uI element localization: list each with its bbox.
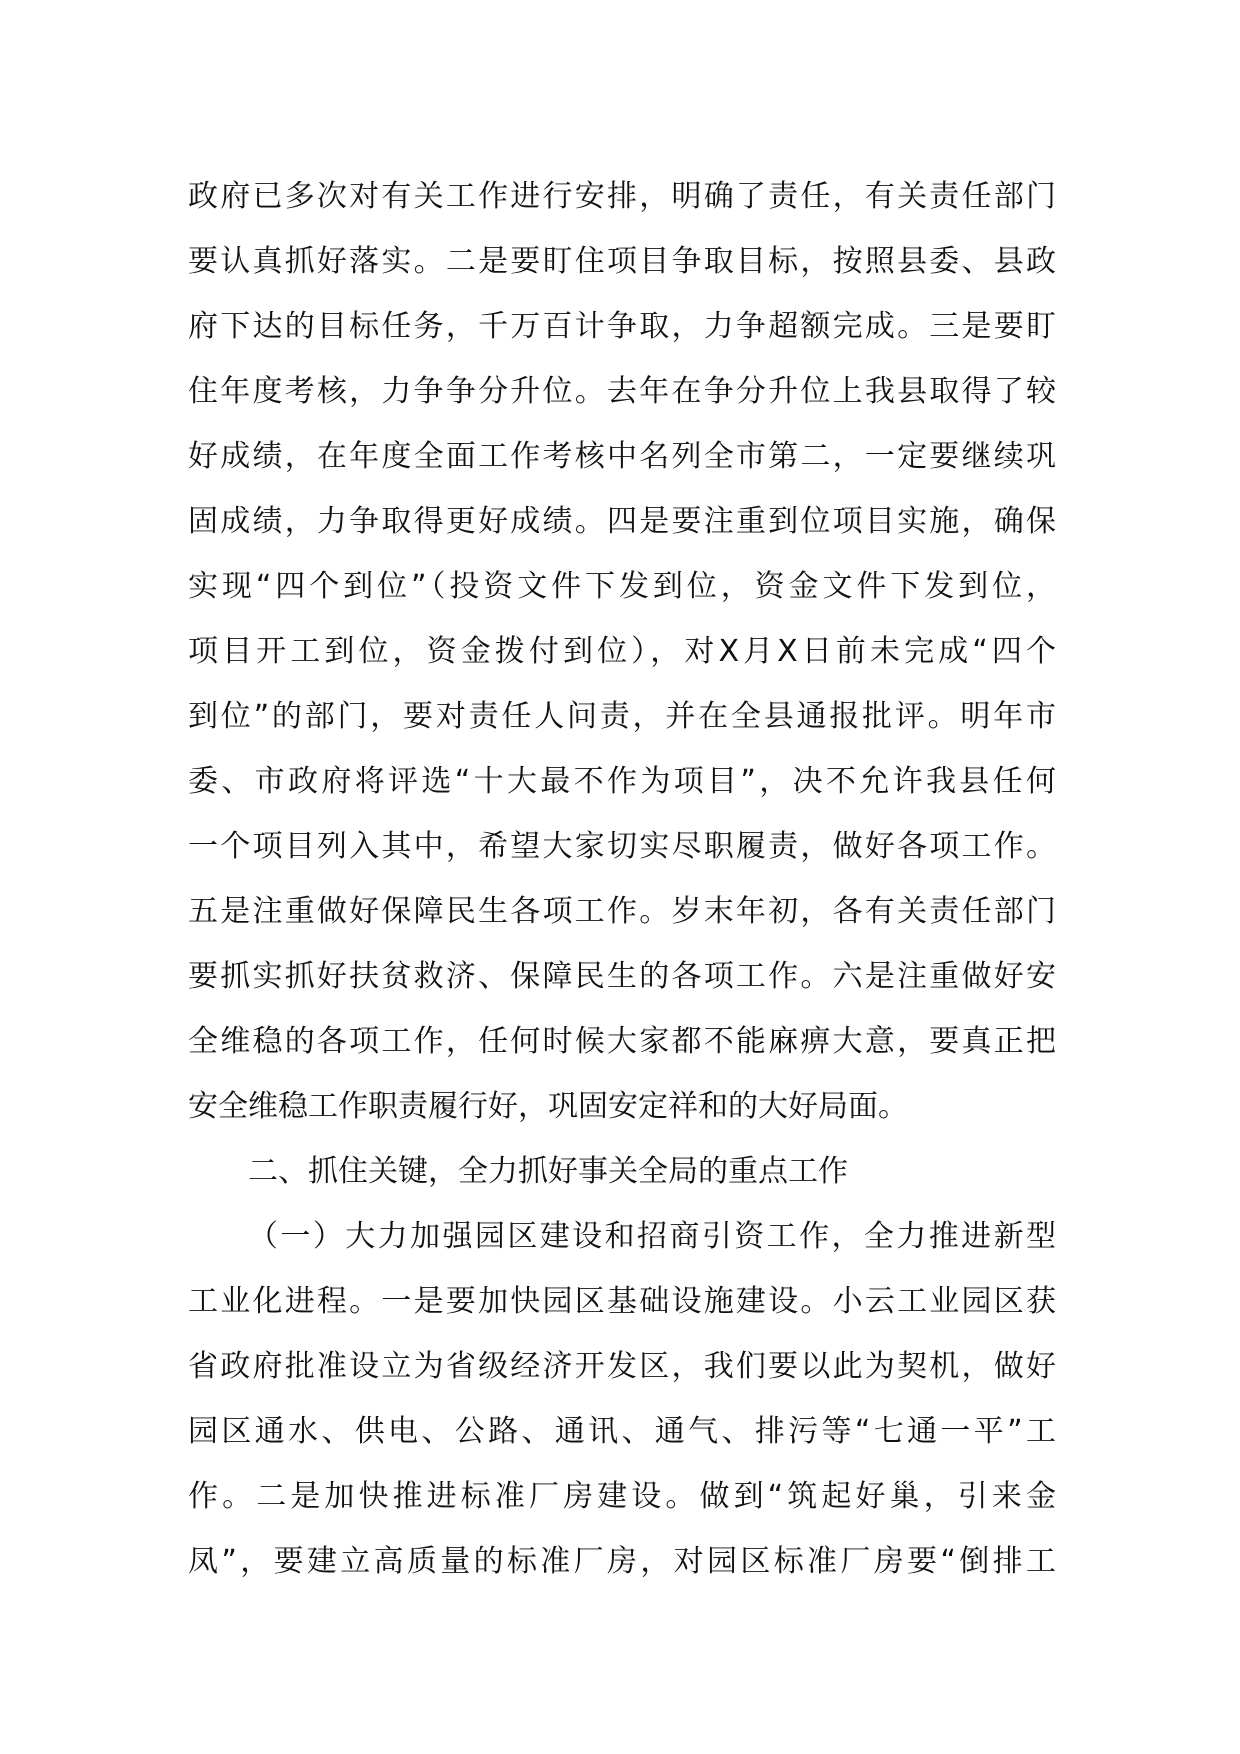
text-line: 作。二是加快推进标准厂房建设。做到“筑起好巢，引来金 — [188, 1479, 1056, 1514]
text-line: 府下达的目标任务，千万百计争取，力争超额完成。三是要盯 — [188, 309, 1056, 344]
text-line: 五是注重做好保障民生各项工作。岁末年初，各有关责任部门 — [188, 894, 1056, 929]
text-line: 好成绩，在年度全面工作考核中名列全市第二，一定要继续巩 — [188, 439, 1056, 474]
text-line: 要抓实抓好扶贫救济、保障民生的各项工作。六是注重做好安 — [188, 959, 1056, 994]
text-line: 委、市政府将评选“十大最不作为项目”，决不允许我县任何 — [188, 764, 1056, 799]
text-line: 全维稳的各项工作，任何时候大家都不能麻痹大意，要真正把 — [188, 1024, 1056, 1059]
text-line: 园区通水、供电、公路、通讯、通气、排污等“七通一平”工 — [188, 1414, 1056, 1449]
text-line: 项目开工到位，资金拨付到位），对X月X日前未完成“四个 — [188, 634, 1056, 669]
text-line: 政府已多次对有关工作进行安排，明确了责任，有关责任部门 — [188, 179, 1056, 214]
text-line: 一个项目列入其中，希望大家切实尽职履责，做好各项工作。 — [188, 829, 1056, 864]
text-line: 固成绩，力争取得更好成绩。四是要注重到位项目实施，确保 — [188, 504, 1056, 539]
text-line: 住年度考核，力争争分升位。去年在争分升位上我县取得了较 — [188, 374, 1056, 409]
document-body — [188, 164, 1056, 1594]
text-line: 要认真抓好落实。二是要盯住项目争取目标，按照县委、县政 — [188, 244, 1056, 279]
text-line: 工业化进程。一是要加快园区基础设施建设。小云工业园区获 — [188, 1284, 1056, 1319]
text-line: 到位”的部门，要对责任人问责，并在全县通报批评。明年市 — [188, 699, 1056, 734]
text-line: 凤”，要建立高质量的标准厂房，对园区标准厂房要“倒排工 — [188, 1544, 1056, 1579]
text-line: 二、抓住关键，全力抓好事关全局的重点工作 — [248, 1154, 848, 1189]
text-line: （一）大力加强园区建设和招商引资工作，全力推进新型 — [248, 1219, 1056, 1254]
text-line: 省政府批准设立为省级经济开发区，我们要以此为契机，做好 — [188, 1349, 1056, 1384]
text-line: 实现“四个到位”（投资文件下发到位，资金文件下发到位， — [188, 569, 1056, 604]
text-line: 安全维稳工作职责履行好，巩固安定祥和的大好局面。 — [188, 1089, 908, 1124]
